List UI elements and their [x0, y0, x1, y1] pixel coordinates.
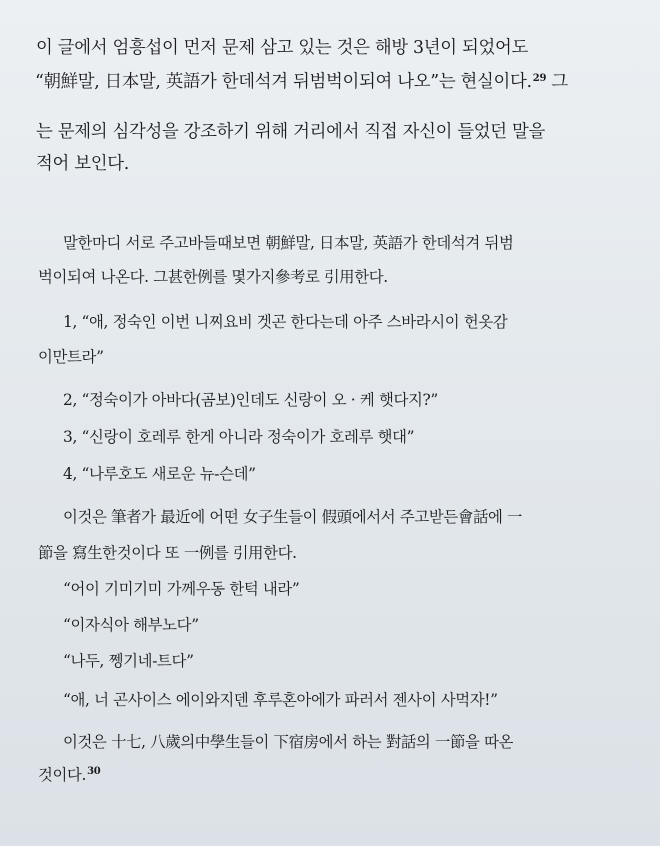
paragraph-line-2-tail: 그 — [546, 72, 568, 92]
paragraph-line-2 — [35, 74, 568, 91]
paragraph-line-1: 이 글에서 엄흥섭이 먼저 문제 삼고 있는 것은 해방 3년이 되었어도 — [36, 38, 529, 58]
paragraph-line-2-text: “朝鮮말, 日本말, 英語가 한데석겨 뒤범벅이되여 나오”는 현실이다. — [35, 72, 532, 92]
quote-line-6: 3, “신랑이 호레루 한게 아니라 정숙이가 호레루 햇대” — [63, 428, 415, 446]
quote-line-15 — [38, 768, 100, 783]
paragraph-line-3: 는 문제의 심각성을 강조하기 위해 거리에서 직접 자신이 들었던 말을 — [36, 122, 546, 142]
quote-line-13: “애, 너 곤사이스 에이와지덴 후루혼아에가 파러서 젠사이 사먹자!” — [63, 691, 498, 709]
quote-line-15-text: 것이다. — [38, 766, 87, 784]
footnote-marker-29: 29 — [532, 73, 547, 84]
quote-line-9: 節을 寫生한것이다 또 一例를 引用한다. — [38, 544, 297, 562]
quote-line-1: 말한마디 서로 주고바들때보면 朝鮮말, 日本말, 英語가 한데석겨 뒤범 — [63, 234, 514, 252]
quote-line-10: “어이 기미기미 가께우동 한턱 내라” — [63, 580, 300, 598]
quote-line-2: 벅이되여 나온다. 그甚한例를 몇가지參考로 引用한다. — [38, 268, 388, 286]
quote-line-7: 4, “나루호도 새로운 뉴-슨데” — [63, 465, 256, 483]
paragraph-line-4: 적어 보인다. — [36, 154, 129, 174]
quote-line-3: 1, “애, 정숙인 이번 니찌요비 겟곤 한다는데 아주 스바라시이 헌옷감 — [63, 313, 508, 331]
quote-line-11: “이자식아 해부노다” — [63, 616, 199, 634]
quote-line-5: 2, “정숙이가 아바다(곰보)인데도 신랑이 오 · 케 햇다지?” — [63, 391, 438, 409]
quote-line-12: “나두, 쩽기네-트다” — [63, 652, 194, 670]
quote-line-14: 이것은 十七, 八歲의中學生들이 下宿房에서 하는 對話의 一節을 따온 — [63, 733, 514, 751]
quote-line-4: 이만트라” — [38, 348, 104, 366]
quote-line-8: 이것은 筆者가 最近에 어떤 女子生들이 假頭에서서 주고받든會話에 一 — [63, 508, 523, 526]
footnote-marker-30: 30 — [87, 766, 101, 777]
